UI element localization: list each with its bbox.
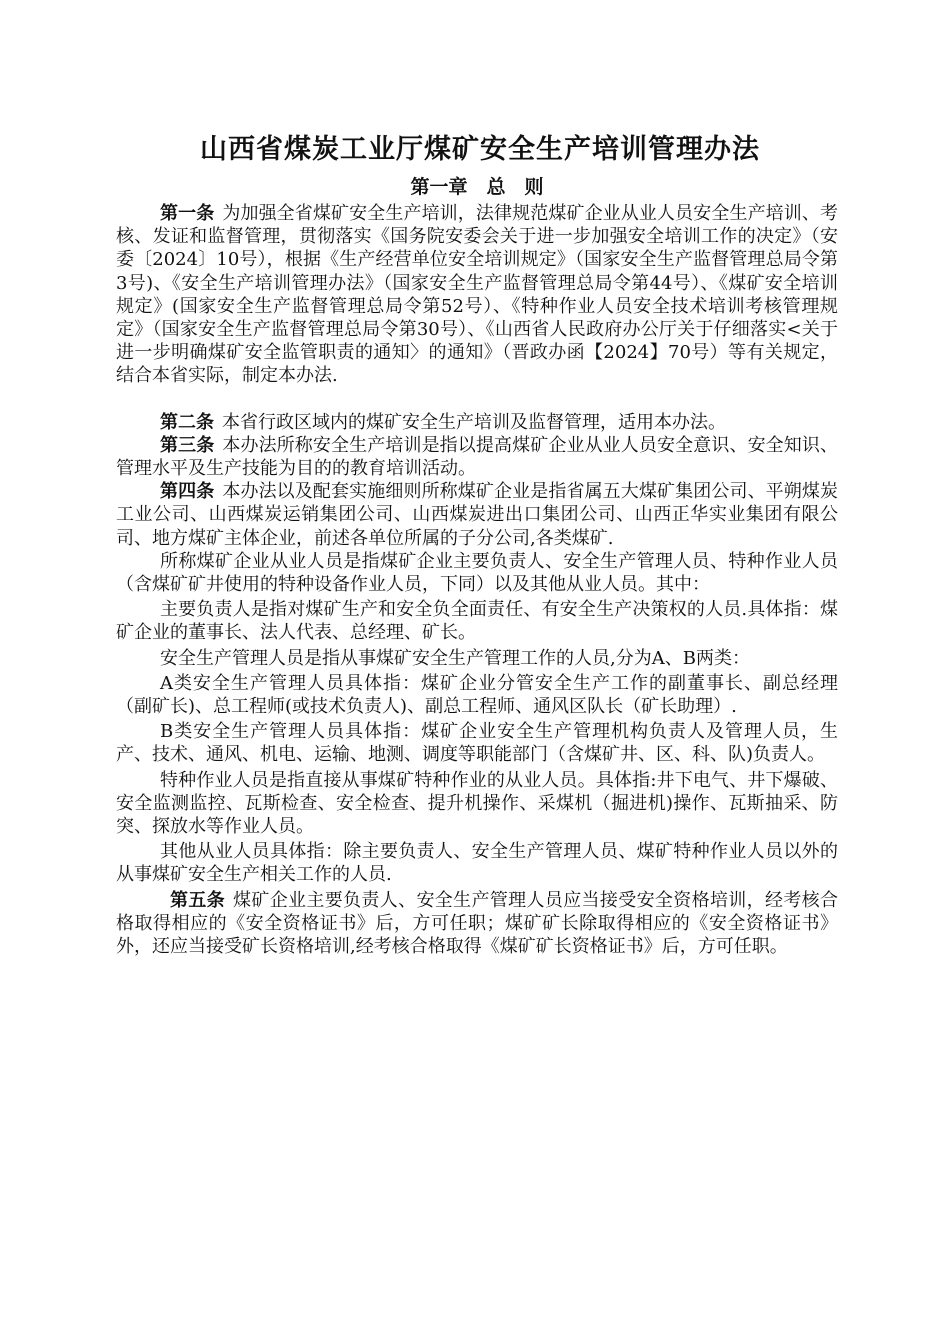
article-2-label: 第二条 bbox=[160, 411, 214, 433]
paragraph-special-workers: 特种作业人员是指直接从事煤矿特种作业的从业人员。具体指:井下电气、井下爆破、安全监测监控、瓦斯检查、安全检查、提升机操作、采煤机（掘进机)操作、瓦斯抽采、防突、探放水等作业人员。 bbox=[116, 769, 838, 838]
article-5-label: 第五条 bbox=[170, 889, 226, 911]
article-4-text: 本办法以及配套实施细则所称煤矿企业是指省属五大煤矿集团公司、平朔煤炭工业公司、山西煤炭运销集团公司、山西煤炭进出口集团公司、山西正华实业集团有限公司、地方煤矿主体企业，前述各单位所属的子分公司,各类煤矿. bbox=[116, 481, 839, 549]
article-4-label: 第四条 bbox=[160, 481, 215, 503]
article-1-text: 为加强全省煤矿安全生产培训，法律规范煤矿企业从业人员安全生产培训、考核、发证和监督管理，贯彻落实《国务院安委会关于进一步加强安全培训工作的决定》（安委〔2024〕10号），根据《生产经营单位安全培训规定》（国家安全生产监督管理总局令第3号)、《安全生产培训管理办法》（国家安全生产监督管理总局令第44号）、《煤矿安全培训规定》(国家安全生产监督管理总局令第52号）、《特种作业人员安全技术培训考核管理规定》（国家安全生产监督管理总局令第30号）、《山西省人民政府办公厅关于仔细落实<关于进一步明确煤矿安全监管职责的通知〉的通知》（晋政办函【2024】70号）等有关规定，结合本省实际，制定本办法. bbox=[116, 203, 839, 387]
article-2 bbox=[116, 411, 838, 434]
paragraph-other-workers: 其他从业人员具体指：除主要负责人、安全生产管理人员、煤矿特种作业人员以外的从事煤矿安全生产相关工作的人员. bbox=[116, 841, 838, 886]
article-3-label: 第三条 bbox=[160, 434, 215, 456]
paragraph-class-b: B类安全生产管理人员具体指：煤矿企业安全生产管理机构负责人及管理人员，生产、技术、通风、机电、运输、地测、调度等职能部门（含煤矿井、区、科、队)负责人。 bbox=[116, 721, 838, 766]
chapter-heading: 第一章 总 则 bbox=[410, 176, 544, 198]
article-3-text: 本办法所称安全生产培训是指以提高煤矿企业从业人员安全意识、安全知识、管理水平及生产技能为目的的教育培训活动。 bbox=[116, 434, 839, 480]
article-3 bbox=[116, 434, 838, 480]
document-page bbox=[116, 128, 838, 958]
paragraph-principal: 主要负责人是指对煤矿生产和安全负全面责任、有安全生产决策权的人员.具体指：煤矿企业的董事长、法人代表、总经理、矿长。 bbox=[116, 599, 838, 644]
paragraph-safety-managers: 安全生产管理人员是指从事煤矿安全生产管理工作的人员,分为A、B两类： bbox=[160, 647, 750, 669]
article-5-text: 煤矿企业主要负责人、安全生产管理人员应当接受安全资格培训，经考核合格取得相应的《安全资格证书》后，方可任职；煤矿矿长除取得相应的《安全资格证书》外，还应当接受矿长资格培训,经考核合格取得《煤矿矿长资格证书》后，方可任职。 bbox=[116, 889, 838, 958]
article-1 bbox=[116, 202, 838, 388]
article-2-text: 本省行政区域内的煤矿安全生产培训及监督管理，适用本办法。 bbox=[222, 411, 726, 433]
article-1-label: 第一条 bbox=[160, 203, 215, 224]
document-title: 山西省煤炭工业厅煤矿安全生产培训管理办法 bbox=[200, 134, 760, 165]
paragraph-class-a: A类安全生产管理人员具体指：煤矿企业分管安全生产工作的副董事长、副总经理（副矿长)、总工程师(或技术负责人)、副总工程师、通风区队长（矿长助理）. bbox=[116, 672, 838, 718]
paragraph-gap bbox=[116, 388, 838, 411]
paragraph-employees: 所称煤矿企业从业人员是指煤矿企业主要负责人、安全生产管理人员、特种作业人员（含煤矿矿井使用的特种设备作业人员，下同）以及其他从业人员。其中： bbox=[116, 550, 838, 596]
article-5 bbox=[116, 889, 838, 959]
article-4 bbox=[116, 480, 838, 550]
